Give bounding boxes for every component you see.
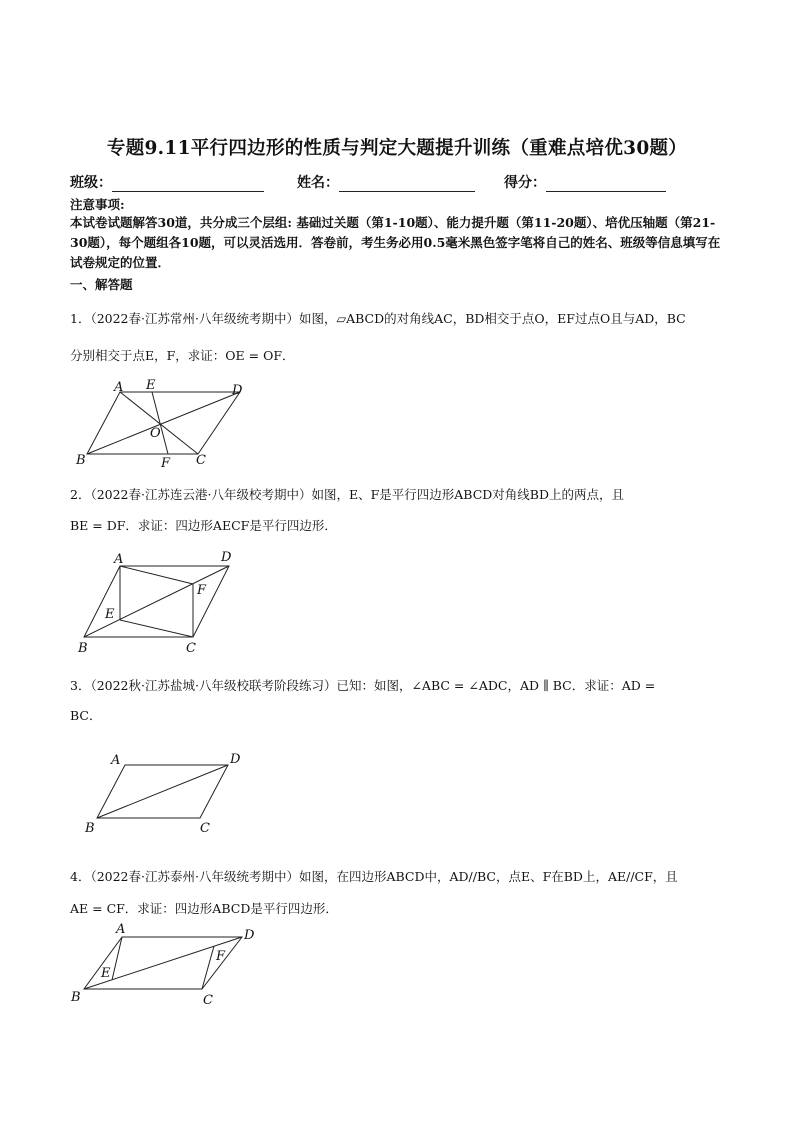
q1-label-b: B [76, 453, 86, 468]
q4-label-a: A [116, 922, 126, 937]
q4-label-c: C [203, 993, 213, 1008]
q4-label-d: D [244, 928, 255, 943]
q4-line1: 4．（2022春·江苏泰州·八年级统考期中）如图，在四边形ABCD中，AD//BC，点E、F在BD上，AE//CF，且 [70, 869, 678, 884]
q3-line1: 3．（2022秋·江苏盐城·八年级校联考阶段练习）已知：如图，∠ABC = ∠ADC，AD ∥ BC．求证：AD = [70, 678, 656, 693]
q1-label-c: C [196, 453, 206, 468]
q3-label-a: A [111, 753, 121, 768]
q2-label-f: F [197, 583, 207, 598]
q2-label-a: A [114, 552, 124, 567]
q1-label-a: A [114, 380, 124, 395]
name-label: 姓名： [297, 175, 339, 191]
q4-label-e: E [101, 966, 111, 981]
q4-label-f: F [216, 949, 226, 964]
q2-line2: BE = DF．求证：四边形AECF是平行四边形． [70, 518, 337, 533]
q2-label-c: C [186, 641, 196, 656]
q1-label-f: F [161, 456, 171, 471]
q2-label-d: D [221, 550, 232, 565]
q2-label-e: E [105, 607, 115, 622]
q4-segment-cf [202, 946, 214, 989]
q1-line2: 分别相交于点E，F，求证：OE = OF． [70, 348, 295, 363]
score-label: 得分： [504, 175, 546, 191]
notes-body: 本试卷试题解答30道，共分成三个层组: 基础过关题（第1-10题）、能力提升题（第11-20题）、培优压轴题（第21-30题），每个题组各10题，可以灵活选用．答卷前，考生务必用0.5毫米黑色签字笔将自己的姓名、班级等信息填写在试卷规定的位置． [70, 215, 721, 270]
q3-line2: BC． [70, 708, 102, 723]
q4-label-b: B [71, 990, 81, 1005]
q2-label-b: B [78, 641, 88, 656]
section-heading: 一、解答题 [70, 277, 133, 292]
q1-label-d: D [232, 383, 243, 398]
q2-line1: 2．（2022春·江苏连云港·八年级校考期中）如图，E、F是平行四边形ABCD对角线BD上的两点，且 [70, 487, 624, 502]
q1-line1: 1．（2022春·江苏常州·八年级统考期中）如图，▱ABCD的对角线AC，BD相交于点O，EF过点O且与AD，BC [70, 311, 686, 326]
q1-label-e: E [146, 378, 156, 393]
q4-line2: AE = CF．求证：四边形ABCD是平行四边形． [70, 901, 338, 916]
q3-label-c: C [200, 821, 210, 836]
q3-label-d: D [230, 752, 241, 767]
class-label: 班级： [70, 175, 112, 191]
q1-label-o: O [150, 426, 161, 441]
q3-label-b: B [85, 821, 95, 836]
page-title: 专题9.11平行四边形的性质与判定大题提升训练（重难点培优30题） [106, 138, 688, 159]
notes-heading: 注意事项: [70, 197, 125, 212]
